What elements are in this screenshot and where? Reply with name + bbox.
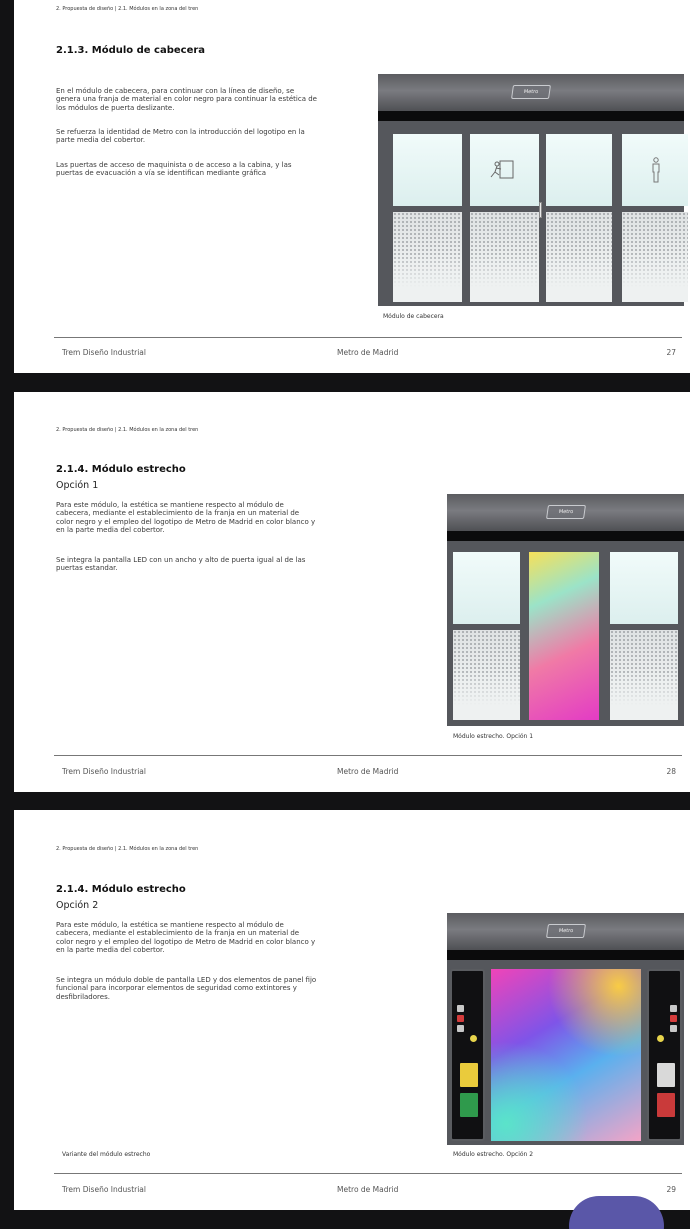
person-icon bbox=[650, 157, 662, 183]
footer-company: Trem Diseño Industrial bbox=[62, 767, 146, 776]
cab-module-illustration bbox=[378, 74, 684, 306]
footer-company: Trem Diseño Industrial bbox=[62, 348, 146, 357]
metro-logo: Metro bbox=[546, 505, 586, 519]
footer-client: Metro de Madrid bbox=[337, 348, 399, 357]
section-heading: 2.1.4. Módulo estrecho bbox=[56, 464, 186, 475]
variant-caption: Variante del módulo estrecho bbox=[62, 1151, 151, 1158]
page-number: 27 bbox=[666, 348, 676, 357]
extinguisher-sign bbox=[657, 1093, 675, 1117]
document-page-27 bbox=[14, 0, 690, 373]
paragraph: En el módulo de cabecera, para continuar con la línea de diseño, se genera una franja de material en color negro para continuar la estética de los módulos de puerta deslizante. bbox=[56, 87, 317, 112]
safety-panel-right bbox=[647, 969, 682, 1141]
page-number: 28 bbox=[666, 767, 676, 776]
narrow-module-option1-illustration bbox=[447, 494, 684, 726]
paragraph: Se integra un módulo doble de pantalla LED y dos elementos de panel fijo funcional para incorporar elementos de seguridad como extintores y desfibriladores. bbox=[56, 976, 317, 1001]
paragraph: Se refuerza la identidad de Metro con la introducción del logotipo en la parte media del cobertor. bbox=[56, 128, 305, 145]
section-heading: 2.1.3. Módulo de cabecera bbox=[56, 45, 206, 56]
figure-caption: Módulo de cabecera bbox=[383, 313, 444, 320]
black-band bbox=[378, 111, 684, 121]
footer-divider bbox=[54, 337, 682, 338]
floating-action-button[interactable] bbox=[569, 1196, 664, 1229]
metro-logo: Metro bbox=[511, 85, 551, 99]
led-screen-double bbox=[491, 969, 641, 1141]
footer-client: Metro de Madrid bbox=[337, 1185, 399, 1194]
narrow-module-option2-illustration bbox=[447, 913, 684, 1145]
figure-caption: Módulo estrecho. Opción 1 bbox=[453, 733, 534, 740]
breadcrumb: 2. Propuesta de diseño | 2.1. Módulos en la zona del tren bbox=[56, 846, 199, 852]
paragraph: Las puertas de acceso de maquinista o de acceso a la cabina, y las puertas de evacuación a vía se identifican mediante gráfica bbox=[56, 161, 292, 178]
document-page-29 bbox=[14, 810, 690, 1210]
footer-divider bbox=[54, 755, 682, 756]
black-band bbox=[447, 950, 684, 960]
paragraph: Para este módulo, la estética se mantiene respecto al módulo de cabecera, mediante el establecimiento de la franja en un material de color negro y el empleo del logotipo de Metro de Madrid en color blanco y en la parte media del cobertor. bbox=[56, 921, 316, 954]
extinguisher-case bbox=[657, 1063, 675, 1087]
figure-caption: Módulo estrecho. Opción 2 bbox=[453, 1151, 534, 1158]
footer-company: Trem Diseño Industrial bbox=[62, 1185, 146, 1194]
section-subheading: Opción 1 bbox=[56, 480, 99, 491]
footer-divider bbox=[54, 1173, 682, 1174]
black-band bbox=[447, 531, 684, 541]
defibrillator-case bbox=[460, 1063, 478, 1087]
breadcrumb: 2. Propuesta de diseño | 2.1. Módulos en la zona del tren bbox=[56, 427, 199, 433]
footer-client: Metro de Madrid bbox=[337, 767, 399, 776]
document-page-28 bbox=[14, 392, 690, 792]
page-number: 29 bbox=[666, 1185, 676, 1194]
aed-sign bbox=[460, 1093, 478, 1117]
breadcrumb: 2. Propuesta de diseño | 2.1. Módulos en la zona del tren bbox=[56, 6, 199, 12]
section-heading: 2.1.4. Módulo estrecho bbox=[56, 884, 186, 895]
evacuation-exit-icon bbox=[490, 159, 516, 181]
metro-logo: Metro bbox=[546, 924, 586, 938]
door-handle bbox=[539, 202, 542, 218]
paragraph: Se integra la pantalla LED con un ancho y alto de puerta igual al de las puertas estandar. bbox=[56, 556, 306, 573]
section-subheading: Opción 2 bbox=[56, 900, 99, 911]
led-screen bbox=[529, 552, 599, 720]
paragraph: Para este módulo, la estética se mantiene respecto al módulo de cabecera, mediante el establecimiento de la franja en un material de color negro y el empleo del logotipo de Metro de Madrid en color blanco y en la parte media del cobertor. bbox=[56, 501, 316, 534]
safety-panel-left bbox=[450, 969, 485, 1141]
